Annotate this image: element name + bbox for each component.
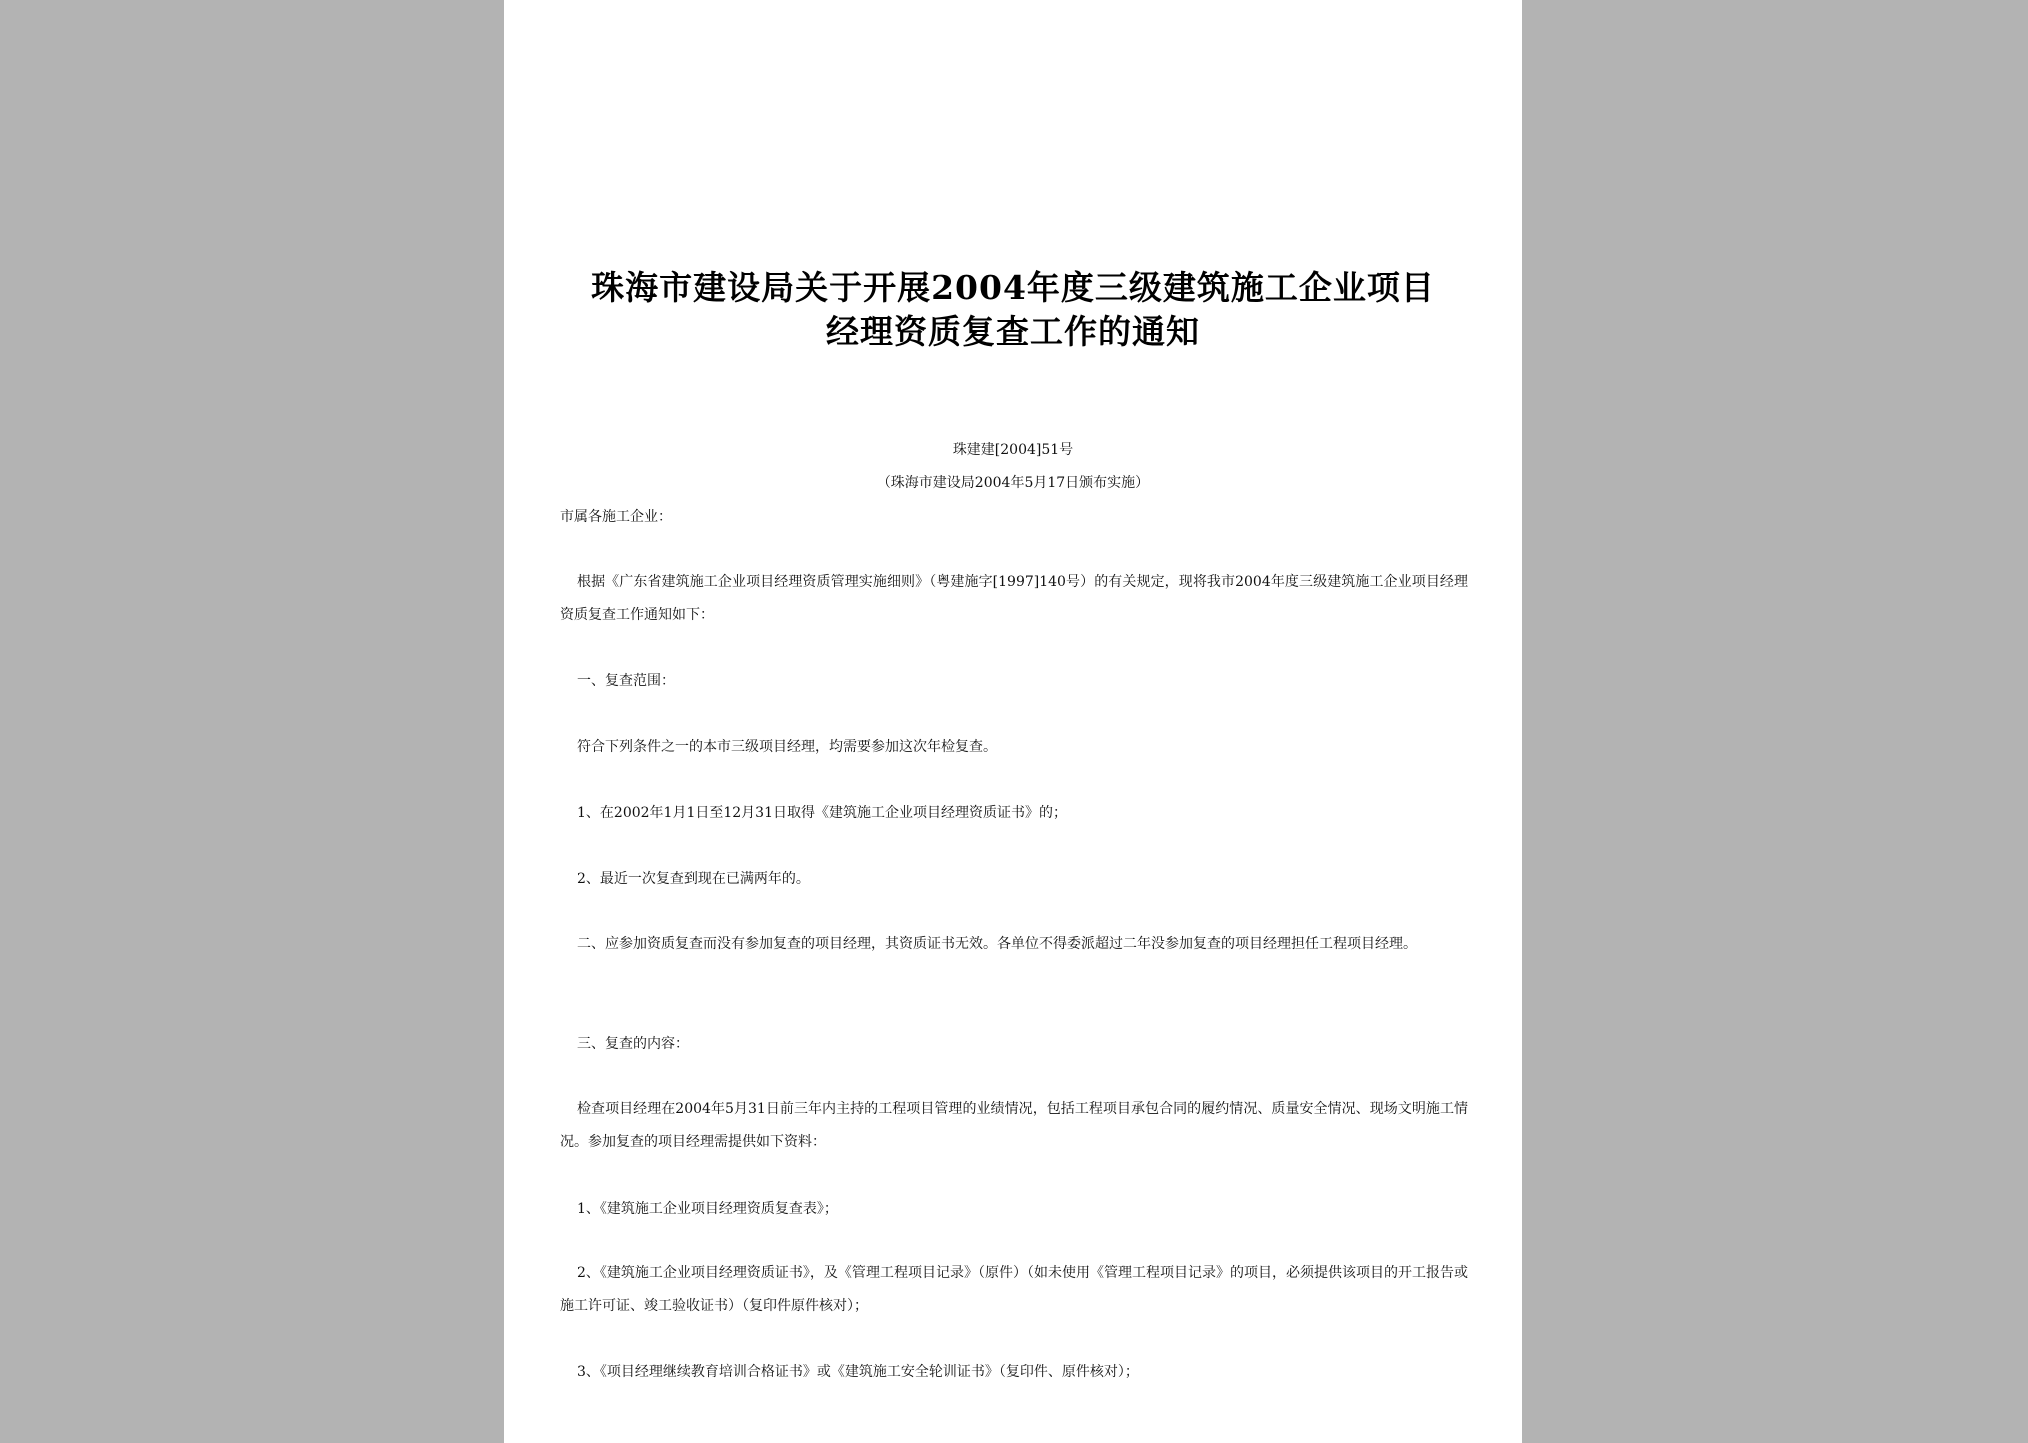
list-item-material-3: 3、《项目经理继续教育培训合格证书》或《建筑施工安全轮训证书》（复印件、原件核对）； [577,1364,1139,1380]
list-item-material-1: 1、《建筑施工企业项目经理资质复查表》； [577,1201,838,1217]
section-heading-scope: 一、复查范围： [577,673,675,689]
list-item-material-2: 2、《建筑施工企业项目经理资质证书》，及《管理工程项目记录》（原件）（如未使用《管理工程项目记录》的项目，必须提供该项目的开工报告或施工许可证、竣工验收证书）（复印件原件核对）； [560,1265,1468,1314]
paragraph-section-two: 二、应参加资质复查而没有参加复查的项目经理，其资质证书无效。各单位不得委派超过二年没参加复查的项目经理担任工程项目经理。 [577,936,1417,952]
list-item-scope-2: 2、最近一次复查到现在已满两年的。 [577,871,810,887]
paragraph-intro: 根据《广东省建筑施工企业项目经理资质管理实施细则》（粤建施字[1997]140号）的有关规定，现将我市2004年度三级建筑施工企业项目经理资质复查工作通知如下： [560,574,1468,623]
paragraph-scope-condition: 符合下列条件之一的本市三级项目经理，均需要参加这次年检复查。 [577,739,997,755]
document-title-line-2: 经理资质复查工作的通知 [826,312,1200,351]
document-title-line-1: 珠海市建设局关于开展2004年度三级建筑施工企业项目 [591,268,1435,307]
addressee: 市属各施工企业： [560,509,672,525]
paragraph-content-detail: 检查项目经理在2004年5月31日前三年内主持的工程项目管理的业绩情况，包括工程项目承包合同的履约情况、质量安全情况、现场文明施工情况。参加复查的项目经理需提供如下资料： [560,1101,1468,1150]
document-number: 珠建建[2004]51号 [952,442,1074,458]
list-item-scope-1: 1、在2002年1月1日至12月31日取得《建筑施工企业项目经理资质证书》的； [577,805,1067,821]
document-page [504,0,1522,1443]
issue-note: （珠海市建设局2004年5月17日颁布实施） [876,475,1150,491]
section-heading-content: 三、复查的内容： [577,1036,689,1052]
